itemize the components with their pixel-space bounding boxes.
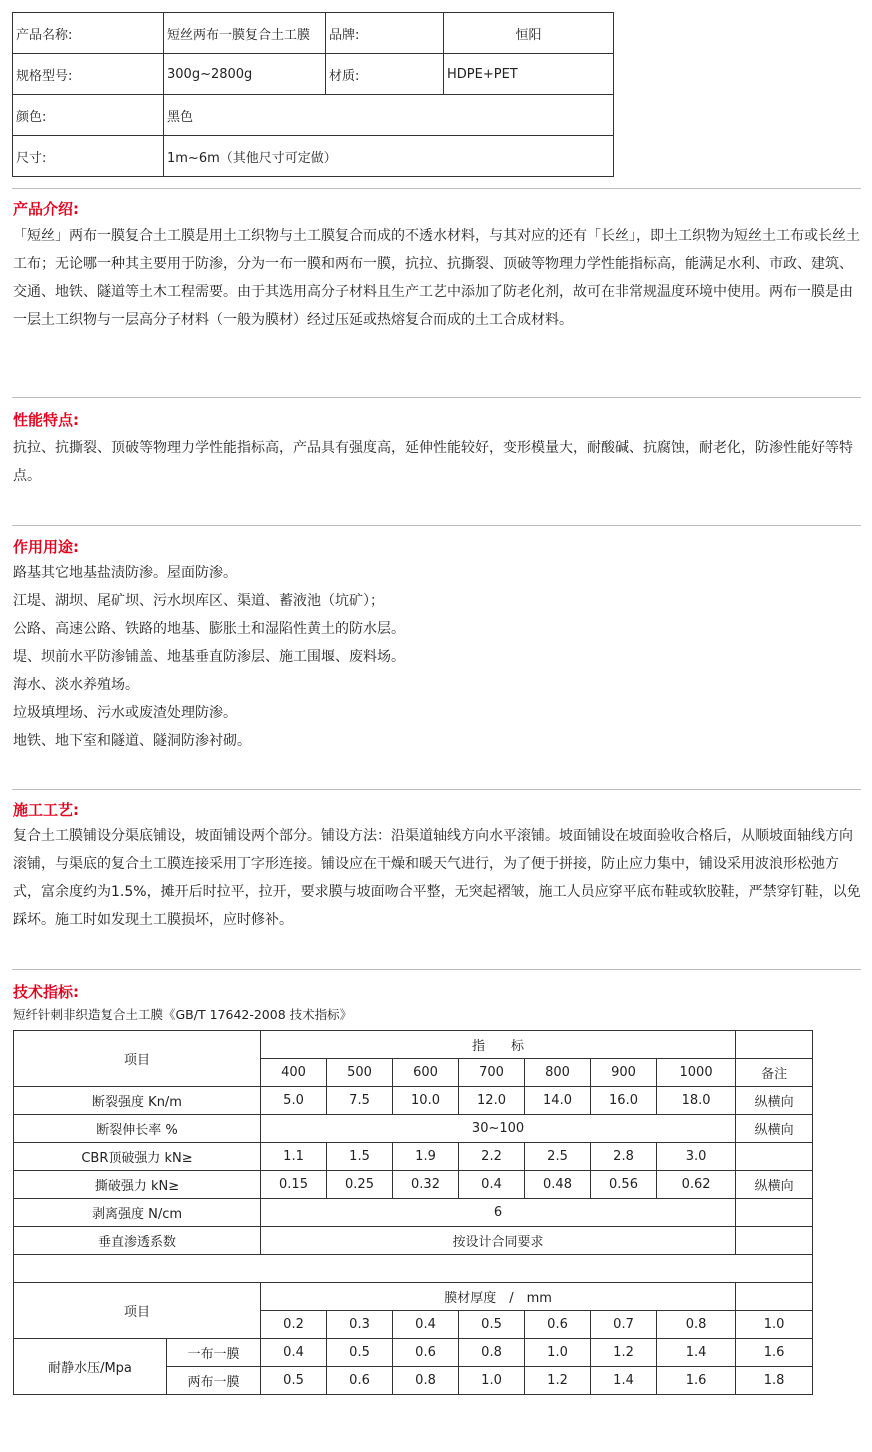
remark-cell: 纵横向: [736, 1171, 813, 1199]
spec-value: 黑色: [164, 95, 614, 136]
grade-cell: 400: [261, 1059, 327, 1087]
value-cell: 0.5: [261, 1367, 327, 1395]
tech-table: [13, 1030, 813, 1395]
thickness-header: 膜材厚度 / mm: [261, 1283, 736, 1311]
table-row: [14, 1031, 813, 1059]
row-label: 一布一膜: [167, 1339, 261, 1367]
value-cell: 0.4: [459, 1171, 525, 1199]
uses-list: [13, 559, 405, 755]
table-row: [14, 1115, 813, 1143]
value-cell: 7.5: [327, 1087, 393, 1115]
value-cell: 1.0: [459, 1367, 525, 1395]
divider: [12, 789, 861, 790]
spec-value: 1m~6m（其他尺寸可定做）: [164, 136, 614, 177]
spec-label: 品牌:: [326, 13, 444, 54]
table-row: [14, 1255, 813, 1283]
row-label: 两布一膜: [167, 1367, 261, 1395]
value-cell: 0.15: [261, 1171, 327, 1199]
empty-cell: [14, 1255, 813, 1283]
tech-caption: 短纤针刺非织造复合土工膜《GB/T 17642-2008 技术指标》: [13, 1007, 353, 1022]
remark-cell: 纵横向: [736, 1087, 813, 1115]
value-cell: 1.8: [736, 1367, 813, 1395]
spec-label: 材质:: [326, 54, 444, 95]
item-header: 项目: [14, 1283, 261, 1339]
thickness-cell: 0.5: [459, 1311, 525, 1339]
list-item: 公路、高速公路、铁路的地基、膨胀土和湿陷性黄土的防水层。: [13, 621, 405, 637]
thickness-cell: 0.6: [525, 1311, 591, 1339]
spec-label: 尺寸:: [13, 136, 164, 177]
list-item: 江堤、湖坝、尾矿坝、污水坝库区、渠道、蓄液池（坑矿）；: [13, 593, 384, 609]
value-cell: 2.5: [525, 1143, 591, 1171]
grade-cell: 1000: [657, 1059, 736, 1087]
value-cell: 2.8: [591, 1143, 657, 1171]
value-cell: 1.6: [657, 1367, 736, 1395]
thickness-cell: 0.7: [591, 1311, 657, 1339]
divider: [12, 397, 861, 398]
spec-value: 300g~2800g: [164, 54, 326, 95]
value-cell: 1.1: [261, 1143, 327, 1171]
remark-cell: [736, 1143, 813, 1171]
empty-cell: [736, 1031, 813, 1059]
features-heading: 性能特点:: [13, 411, 79, 429]
value-cell: 18.0: [657, 1087, 736, 1115]
table-row: [14, 1227, 813, 1255]
grade-cell: 700: [459, 1059, 525, 1087]
index-header: 指 标: [261, 1031, 736, 1059]
spec-table: [12, 12, 614, 177]
value-cell: 1.2: [525, 1367, 591, 1395]
value-cell: 1.4: [657, 1339, 736, 1367]
value-cell: 0.32: [393, 1171, 459, 1199]
empty-cell: [736, 1283, 813, 1311]
spec-value: 恒阳: [444, 13, 614, 54]
value-cell: 0.8: [459, 1339, 525, 1367]
value-cell: 0.62: [657, 1171, 736, 1199]
thickness-cell: 0.8: [657, 1311, 736, 1339]
features-text: 抗拉、抗撕裂、顶破等物理力学性能指标高，产品具有强度高，延伸性能较好，变形模量大，耐酸碱、抗腐蚀，耐老化，防渗性能好等特点。: [13, 440, 853, 484]
spec-value: 短丝两布一膜复合土工膜: [164, 13, 326, 54]
intro-heading: 产品介绍:: [13, 200, 79, 218]
divider: [12, 969, 861, 970]
row-label: 断裂强度 Kn/m: [14, 1087, 261, 1115]
value-cell: 0.6: [393, 1339, 459, 1367]
spec-row-model: [13, 54, 614, 95]
table-row: [14, 1199, 813, 1227]
thickness-cell: 0.2: [261, 1311, 327, 1339]
pressure-label: 耐静水压/Mpa: [14, 1339, 167, 1395]
list-item: 路基其它地基盐渍防渗。屋面防渗。: [13, 565, 237, 581]
list-item: 地铁、地下室和隧道、隧洞防渗衬砌。: [13, 733, 251, 749]
thickness-cell: 1.0: [736, 1311, 813, 1339]
construction-heading: 施工工艺:: [13, 801, 79, 819]
intro-text: 「短丝」两布一膜复合土工膜是用土工织物与土工膜复合而成的不透水材料，与其对应的还有「长丝」，即土工织物为短丝土工布或长丝土工布；无论哪一种其主要用于防渗，分为一布一膜和两布一膜，抗拉、抗撕裂、顶破等物理力学性能指标高，能满足水利、市政、建筑、交通、地铁、隧道等土木工程需要。由于其选用高分子材料且生产工艺中添加了防老化剂，故可在非常规温度环境中使用。两布一膜是由一层土工织物与一层高分子材料（一般为膜材）经过压延或热熔复合而成的土工合成材料。: [13, 228, 860, 328]
value-cell: 1.0: [525, 1339, 591, 1367]
row-label: 撕破强力 kN≥: [14, 1171, 261, 1199]
table-row: [14, 1143, 813, 1171]
thickness-cell: 0.4: [393, 1311, 459, 1339]
table-row: [14, 1339, 813, 1367]
remark-cell: [736, 1199, 813, 1227]
value-cell: 0.8: [393, 1367, 459, 1395]
value-cell: 3.0: [657, 1143, 736, 1171]
construction-text: 复合土工膜铺设分渠底铺设，坡面铺设两个部分。铺设方法：沿渠道轴线方向水平滚铺。坡面铺设在坡面验收合格后，从顺坡面轴线方向滚铺，与渠底的复合土工膜连接采用丁字形连接。铺设应在干燥和暖天气进行，为了便于拼接，防止应力集中，铺设采用波浪形松弛方式，富余度约为1.5%，摊开后时拉平，拉开，要求膜与坡面吻合平整，无突起褶皱，施工人员应穿平底布鞋或软胶鞋，严禁穿钉鞋，以免踩坏。施工时如发现土工膜损坏，应时修补。: [13, 828, 861, 928]
value-cell: 16.0: [591, 1087, 657, 1115]
row-label: CBR顶破强力 kN≥: [14, 1143, 261, 1171]
value-cell: 0.48: [525, 1171, 591, 1199]
merged-value: 按设计合同要求: [261, 1227, 736, 1255]
value-cell: 5.0: [261, 1087, 327, 1115]
divider: [12, 188, 861, 189]
row-label: 垂直渗透系数: [14, 1227, 261, 1255]
value-cell: 0.5: [327, 1339, 393, 1367]
table-row: [14, 1087, 813, 1115]
value-cell: 1.2: [591, 1339, 657, 1367]
merged-value: 30~100: [261, 1115, 736, 1143]
row-label: 断裂伸长率 %: [14, 1115, 261, 1143]
divider: [12, 525, 861, 526]
table-row: [14, 1283, 813, 1311]
value-cell: 0.56: [591, 1171, 657, 1199]
merged-value: 6: [261, 1199, 736, 1227]
tech-heading: 技术指标:: [13, 983, 79, 1001]
value-cell: 0.4: [261, 1339, 327, 1367]
value-cell: 14.0: [525, 1087, 591, 1115]
value-cell: 12.0: [459, 1087, 525, 1115]
table-row: [14, 1171, 813, 1199]
thickness-cell: 0.3: [327, 1311, 393, 1339]
value-cell: 10.0: [393, 1087, 459, 1115]
grade-cell: 800: [525, 1059, 591, 1087]
remark-cell: [736, 1227, 813, 1255]
remark-cell: 纵横向: [736, 1115, 813, 1143]
spec-label: 规格型号:: [13, 54, 164, 95]
grade-cell: 500: [327, 1059, 393, 1087]
spec-label: 产品名称:: [13, 13, 164, 54]
spec-value: HDPE+PET: [444, 54, 614, 95]
value-cell: 2.2: [459, 1143, 525, 1171]
spec-row-size: [13, 136, 614, 177]
value-cell: 1.4: [591, 1367, 657, 1395]
remark-header: 备注: [736, 1059, 813, 1087]
grade-cell: 600: [393, 1059, 459, 1087]
list-item: 堤、坝前水平防渗铺盖、地基垂直防渗层、施工围堰、废料场。: [13, 649, 405, 665]
grade-cell: 900: [591, 1059, 657, 1087]
spec-row-color: [13, 95, 614, 136]
value-cell: 1.9: [393, 1143, 459, 1171]
value-cell: 1.5: [327, 1143, 393, 1171]
list-item: 海水、淡水养殖场。: [13, 677, 139, 693]
item-header: 项目: [14, 1031, 261, 1087]
value-cell: 0.6: [327, 1367, 393, 1395]
spec-row-name: [13, 13, 614, 54]
uses-heading: 作用用途:: [13, 538, 79, 556]
spec-label: 颜色:: [13, 95, 164, 136]
value-cell: 1.6: [736, 1339, 813, 1367]
row-label: 剥离强度 N/cm: [14, 1199, 261, 1227]
value-cell: 0.25: [327, 1171, 393, 1199]
list-item: 垃圾填埋场、污水或废渣处理防渗。: [13, 705, 237, 721]
